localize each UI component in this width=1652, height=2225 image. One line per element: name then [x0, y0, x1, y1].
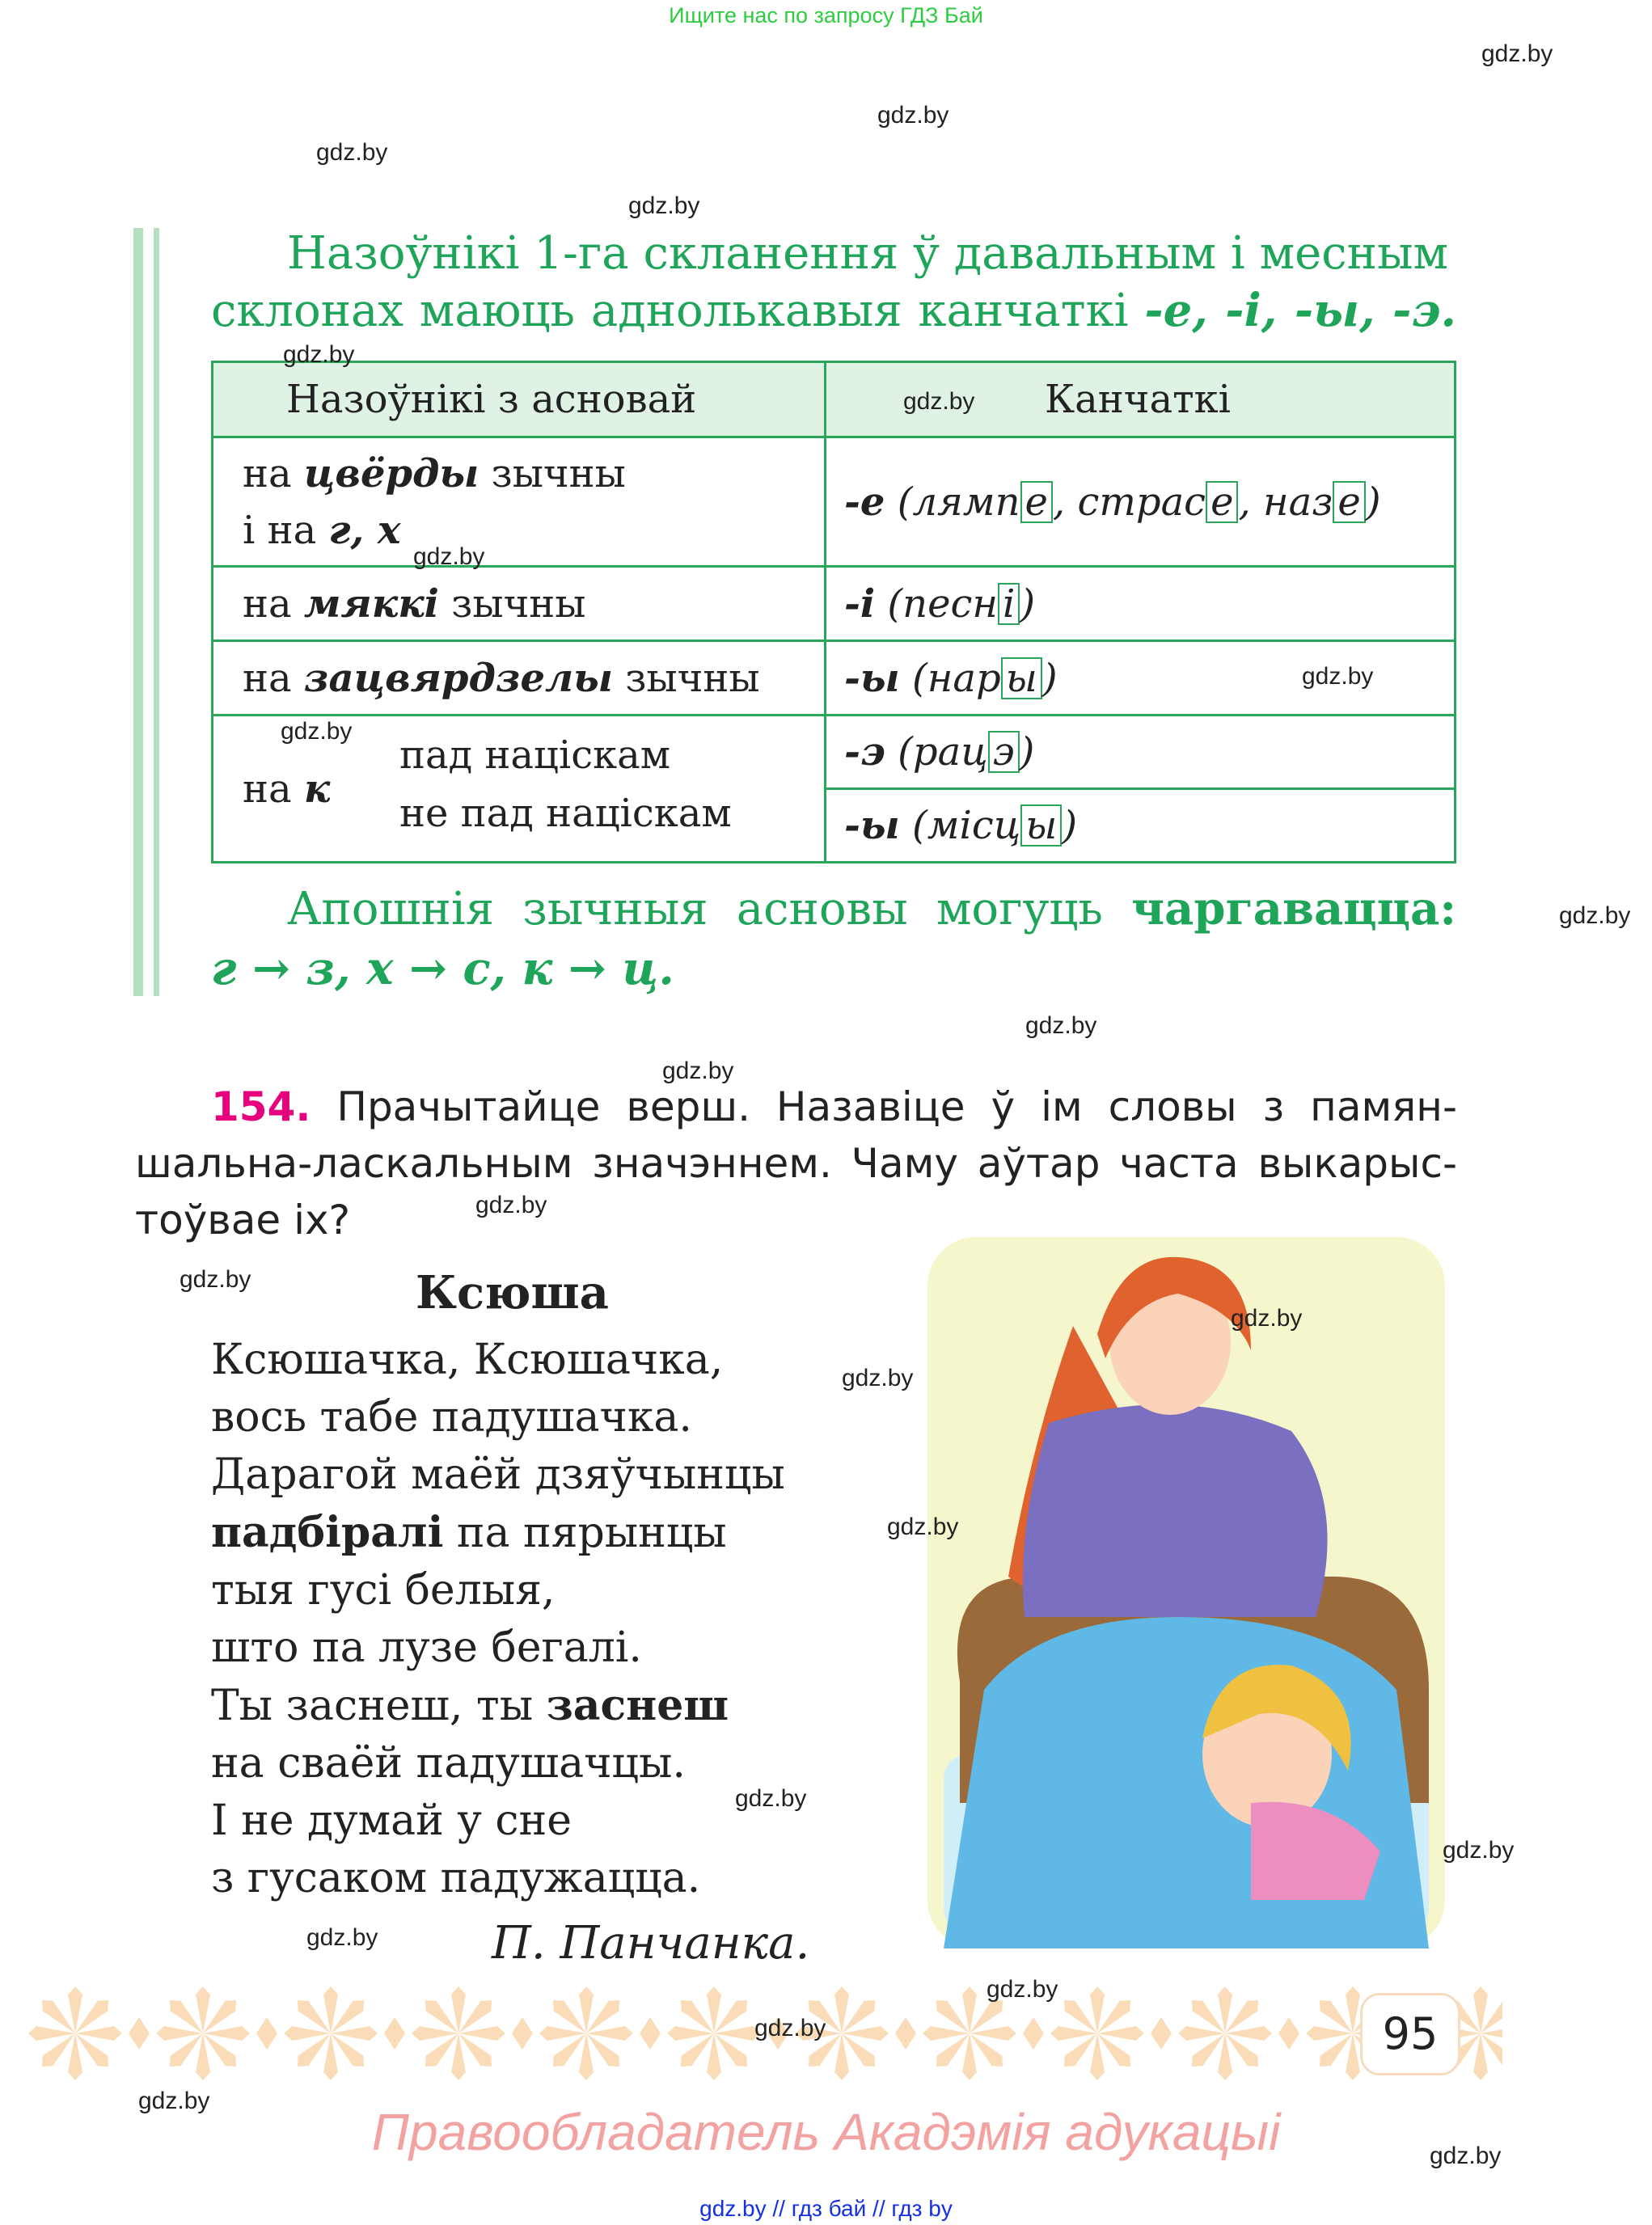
watermark: gdz.by [754, 2015, 826, 2041]
watermark: gdz.by [1231, 1305, 1303, 1332]
poem-text: Ты заснеш, ты [211, 1682, 547, 1730]
ending-box: і [998, 583, 1020, 625]
rule-side-bar-thin [154, 228, 159, 996]
example: (нар [912, 655, 1001, 701]
poem-body [211, 1332, 785, 1907]
rule-endings: -е, -і, -ы, -э. [1144, 284, 1456, 337]
watermark: gdz.by [877, 102, 949, 129]
example: ) [1062, 803, 1078, 848]
copyright-watermark: Правообладатель Акадэмія адукацыі [371, 2103, 1281, 2161]
watermark: gdz.by [1443, 1837, 1515, 1864]
cell-text: зычны [438, 581, 586, 627]
watermark: gdz.by [475, 1192, 547, 1218]
ornament-diamond [384, 2017, 405, 2050]
watermark: gdz.by [1481, 40, 1553, 67]
example: (песн [887, 581, 998, 627]
stress-options [399, 726, 732, 842]
poem-line [211, 1504, 785, 1562]
cell-text: на [243, 450, 304, 496]
poem-line: што па лузе бегалі. [211, 1623, 642, 1672]
watermark: gdz.by [1025, 1012, 1097, 1039]
watermark: gdz.by [1302, 663, 1374, 690]
cell-text: на [243, 655, 304, 701]
ending: -і [844, 581, 876, 627]
poem-text: па пярынцы [443, 1509, 727, 1557]
ending-box: ы [1001, 657, 1042, 699]
poem-title: Ксюша [416, 1266, 609, 1319]
example: (рац [898, 729, 988, 775]
ornament-diamond [256, 2017, 277, 2050]
exercise-text: Прачытайце верш. Назавіце ў ім словы з памян- [336, 1083, 1457, 1130]
ornament-diamond [895, 2017, 916, 2050]
endings-table [211, 361, 1456, 863]
header-stem: Назоўнікі з асновай [213, 362, 826, 437]
rule-line-2 [211, 281, 1456, 340]
table-header-row [213, 362, 1456, 437]
ending: -ы [844, 655, 900, 701]
watermark: gdz.by [283, 341, 355, 368]
watermark: gdz.by [987, 1976, 1058, 2003]
table-row [213, 567, 1456, 641]
watermark: gdz.by [662, 1058, 734, 1084]
example: (місц [912, 803, 1021, 848]
poem-line: на сваёй падушачцы. [211, 1739, 686, 1788]
ending: -ы [844, 803, 900, 848]
poem-line: Ксюшачка, Ксюшачка, [211, 1336, 724, 1384]
cell-text: на [243, 581, 304, 627]
ornament-star [156, 1986, 250, 2080]
watermark: gdz.by [842, 1365, 914, 1391]
cell-bold: мяккі [303, 581, 439, 627]
watermark: gdz.by [887, 1514, 959, 1540]
poem-line: І не думай у сне [211, 1796, 572, 1845]
cell-text: на [243, 766, 304, 812]
ornament-diamond [640, 2017, 661, 2050]
cell-bold: зацвярдзелы [303, 655, 613, 701]
footer-links[interactable]: gdz.by // гдз бай // гдз by [699, 2196, 953, 2221]
watermark: gdz.by [735, 1785, 807, 1812]
poem-bold: заснеш [546, 1681, 729, 1730]
cell-bold: г, х [328, 507, 401, 553]
watermark: gdz.by [1559, 902, 1631, 929]
illustration-mother-daughter [911, 1237, 1461, 1965]
poem-author: П. Панчанка. [492, 1917, 810, 1970]
ornament-star [539, 1986, 633, 2080]
table-row [213, 716, 1456, 789]
ending: -е [844, 479, 885, 525]
example: ) [1041, 655, 1058, 701]
ornament-star [284, 1986, 378, 2080]
ornament-star [412, 1986, 505, 2080]
exercise-line-1 [135, 1079, 1457, 1135]
header-endings: Канчаткі [826, 362, 1456, 437]
ending: -э [844, 729, 885, 775]
ornament-diamond [129, 2017, 150, 2050]
rule2-bold: чаргавацца: [1131, 882, 1456, 935]
ornament-diamond [512, 2017, 533, 2050]
example: ) [1020, 581, 1036, 627]
watermark: gdz.by [413, 543, 485, 570]
rule-side-bar [133, 228, 143, 996]
rule-line-1: Назоўнікі 1-га скланення ў давальным і месным [287, 227, 1449, 280]
ornament-star [1178, 1986, 1272, 2080]
ornament-diamond [1278, 2017, 1299, 2050]
watermark: gdz.by [316, 139, 388, 166]
watermark: gdz.by [903, 388, 975, 415]
exercise-line-2: шальна-ласкальным значэннем. Чаму аўтар часта выкарыс- [135, 1140, 1457, 1187]
stressed: пад націскам [399, 733, 671, 778]
poem-bold: падбіралі [211, 1508, 444, 1557]
ornament-star [28, 1986, 122, 2080]
table-row [213, 641, 1456, 716]
ending-box: е [1206, 481, 1238, 523]
ornament-star [667, 1986, 761, 2080]
cell-text: і на [243, 507, 329, 553]
poem-line: тыя гусі белыя, [211, 1566, 556, 1615]
watermark: gdz.by [180, 1266, 251, 1293]
example: ) [1365, 479, 1381, 525]
watermark: gdz.by [281, 718, 353, 745]
ornament-diamond [1151, 2017, 1172, 2050]
rule2-line-2 [211, 939, 1456, 999]
poem-line: вось табе падушачка. [211, 1393, 692, 1442]
exercise-number: 154. [211, 1083, 311, 1130]
page-number: 95 [1360, 1993, 1460, 2075]
example: (лямп [897, 479, 1020, 525]
ending-box: ы [1020, 804, 1062, 847]
ending-box: е [1333, 481, 1365, 523]
rule2-text: Апошнія зычныя асновы могуць [287, 883, 1132, 935]
cell-text: зычны [612, 655, 760, 701]
cell-bold: к [303, 766, 331, 812]
example: , наз [1238, 479, 1333, 525]
example: , страс [1052, 479, 1206, 525]
ornament-star [1050, 1986, 1144, 2080]
cell-text: зычны [479, 450, 626, 496]
unstressed: не пад націскам [399, 791, 732, 836]
ending-box: э [988, 731, 1020, 773]
rule-text: склонах маюць аднолькавыя канчаткі [211, 285, 1145, 337]
exercise-line-3: тоўвае іх? [135, 1197, 351, 1243]
table-row [213, 437, 1456, 567]
top-ad-text[interactable]: Ищите нас по запросу ГДЗ Бай [669, 3, 983, 27]
poem-line [211, 1677, 785, 1735]
poem-line: Дарагой маёй дзяўчынцы [211, 1450, 785, 1499]
rule2-line-1 [211, 880, 1456, 939]
watermark: gdz.by [1430, 2143, 1502, 2169]
example: ) [1019, 729, 1035, 775]
watermark: gdz.by [138, 2088, 210, 2114]
watermark: gdz.by [306, 1924, 378, 1951]
cell-bold: цвёрды [303, 450, 480, 496]
ornament-diamond [1023, 2017, 1044, 2050]
ending-box: е [1020, 481, 1053, 523]
poem-line: з гусаком падужацца. [211, 1854, 701, 1902]
watermark: gdz.by [628, 192, 700, 219]
alternations: г → з, х → с, к → ц. [211, 942, 674, 995]
